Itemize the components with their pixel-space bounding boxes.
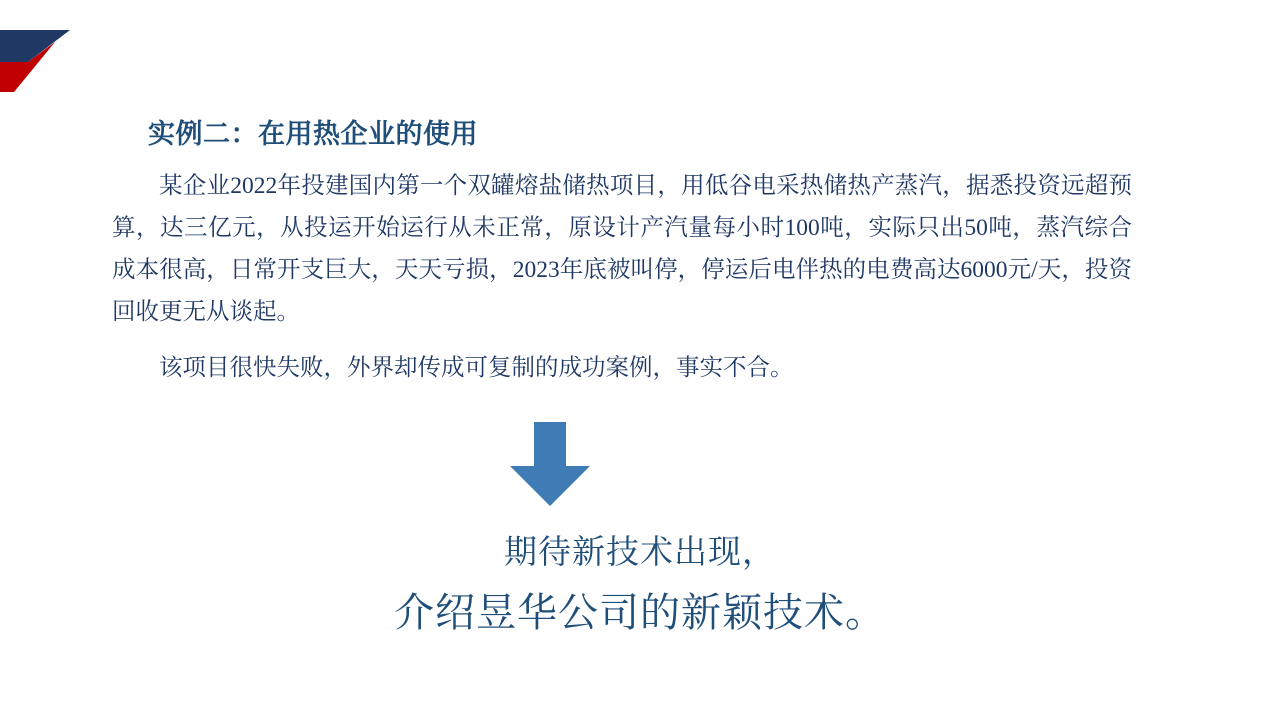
conclusion-line-2: 介绍昱华公司的新颖技术。: [394, 591, 886, 635]
corner-ribbon-decoration: [0, 30, 75, 92]
conclusion-line-1: 期待新技术出现，: [504, 533, 776, 570]
body-content: [112, 165, 1132, 395]
page-title: 实例二：在用热企业的使用: [148, 119, 478, 149]
down-arrow-icon: [504, 418, 596, 510]
down-arrow-shape: [510, 422, 590, 506]
conclusion-block: [0, 528, 1280, 642]
paragraph-1: 某企业2022年投建国内第一个双罐熔盐储热项目，用低谷电采热储热产蒸汽，据悉投资远超预算，达三亿元，从投运开始运行从未正常，原设计产汽量每小时100吨，实际只出50吨，蒸汽综合成本很高，日常开支巨大，天天亏损，2023年底被叫停，停运后电伴热的电费高达6000元/天，投资回收更无从谈起。: [112, 173, 1132, 325]
paragraph-2: 该项目很快失败，外界却传成可复制的成功案例，事实不合。: [159, 355, 794, 381]
